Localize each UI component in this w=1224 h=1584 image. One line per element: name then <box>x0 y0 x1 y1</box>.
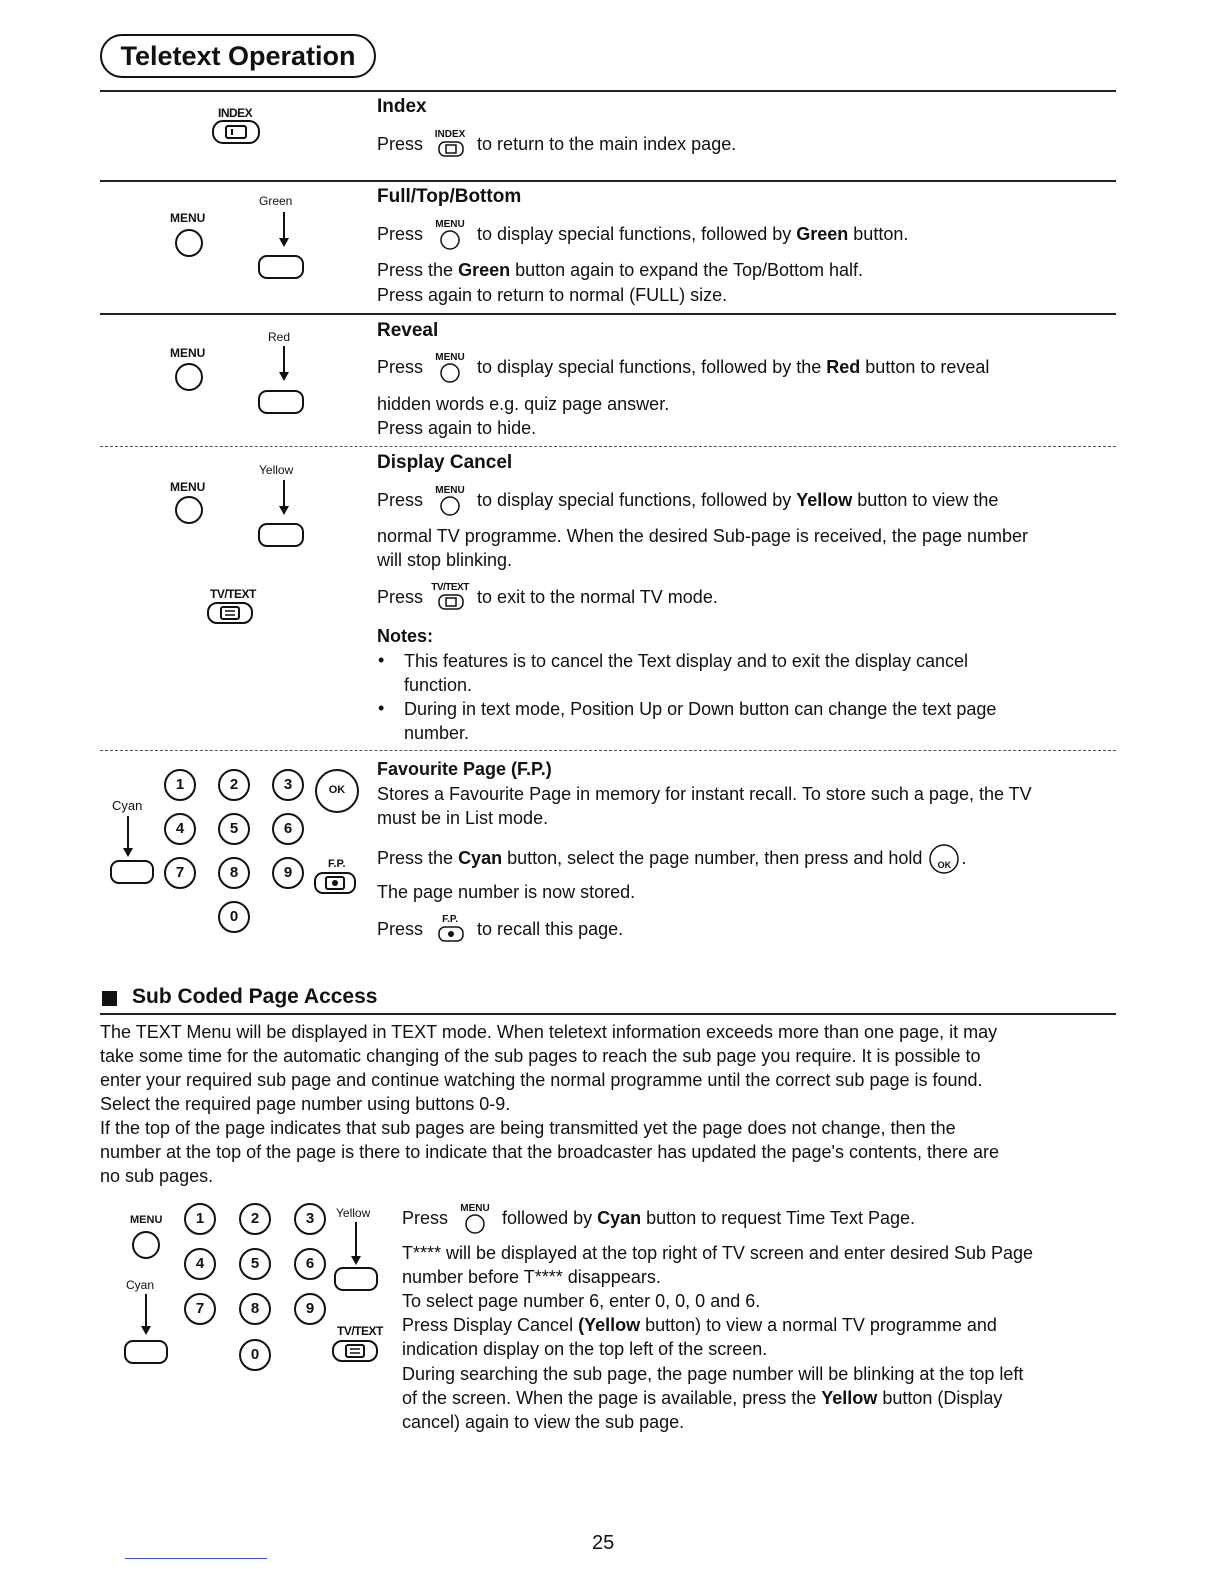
divider <box>100 180 1116 182</box>
menu-key-label: MENU <box>170 480 206 494</box>
menu-key-icon <box>174 495 204 530</box>
sub-para-1: The TEXT Menu will be displayed in TEXT mode. When teletext information exceeds more than one page, it may <box>100 1022 998 1042</box>
arrow-down-icon <box>348 1222 364 1271</box>
number-key-0: 0 <box>237 1337 273 1373</box>
sub-para-5: If the top of the page indicates that sub pages are being transmitted yet the page does not change, then the <box>100 1118 956 1138</box>
note1-b: function. <box>404 675 473 695</box>
index-heading: Index <box>377 96 427 117</box>
arrow-down-icon <box>276 212 292 253</box>
bullet-icon: • <box>378 698 385 718</box>
sub-line2: T**** will be displayed at the top right of TV screen and enter desired Sub Page <box>402 1243 1034 1263</box>
number-key-6: 6 <box>270 811 306 847</box>
reveal-heading: Reveal <box>377 320 439 341</box>
number-key-7: 7 <box>162 855 198 891</box>
cyan-key-label: Cyan <box>112 798 143 813</box>
yellow-button-icon <box>258 523 306 554</box>
bullet-icon: • <box>378 650 385 670</box>
fp-inline-key: F.P. <box>428 915 472 945</box>
divider <box>100 90 1116 92</box>
page-number: 25 <box>592 1532 615 1554</box>
number-key-1: 1 <box>162 767 198 803</box>
notes-heading: Notes: <box>377 626 434 646</box>
number-key-3: 3 <box>270 767 306 803</box>
divider <box>100 1013 1116 1015</box>
dc-line1: Press MENU to display special functions, followed by Yellow button to view the <box>377 486 998 516</box>
fp-line5: Press F.P. to recall this page. <box>377 915 623 945</box>
number-key-0: 0 <box>216 899 252 935</box>
sub-line8: of the screen. When the page is available, press the Yellow button (Display <box>402 1388 1003 1408</box>
tvtext-key-icon <box>332 1340 380 1369</box>
ftb-line3: Press again to return to normal (FULL) size. <box>377 285 728 305</box>
footer-rule <box>125 1558 267 1559</box>
ftb-line2: Press the Green button again to expand the Top/Bottom half. <box>377 260 864 280</box>
note1-a: This features is to cancel the Text display and to exit the display cancel <box>404 651 968 671</box>
sub-line4: To select page number 6, enter 0, 0, 0 and 6. <box>402 1291 761 1311</box>
sub-line6: indication display on the top left of the screen. <box>402 1339 768 1359</box>
number-key-5: 5 <box>216 811 252 847</box>
menu-key-icon <box>174 228 204 263</box>
index-key-icon <box>212 120 262 151</box>
fp-line4: The page number is now stored. <box>377 882 636 902</box>
note2-a: During in text mode, Position Up or Down button can change the text page <box>404 699 997 719</box>
number-key-9: 9 <box>270 855 306 891</box>
number-key-9: 9 <box>292 1291 328 1327</box>
number-key-2: 2 <box>237 1201 273 1237</box>
number-key-2: 2 <box>216 767 252 803</box>
dc-line3: will stop blinking. <box>377 550 513 570</box>
tvtext-inline-key: TV/TEXT <box>428 583 472 613</box>
fp-line3: Press the Cyan button, select the page number, then press and hold OK . <box>377 844 966 874</box>
divider <box>100 313 1116 315</box>
ftb-line1: Press MENU to display special functions, followed by Green button. <box>377 220 908 250</box>
index-inline-key: INDEX <box>428 130 472 160</box>
menu-key-icon <box>174 362 204 397</box>
fp-line2: must be in List mode. <box>377 808 549 828</box>
yellow-key-label: Yellow <box>336 1206 371 1220</box>
sub-para-4: Select the required page number using buttons 0-9. <box>100 1094 511 1114</box>
yellow-key-label: Yellow <box>259 463 294 477</box>
ok-inline-icon: OK <box>927 844 961 874</box>
sub-para-2: take some time for the automatic changing of the sub pages to reach the sub page you require. It is possible to <box>100 1046 981 1066</box>
menu-key-label: MENU <box>130 1214 163 1226</box>
fp-line1: Stores a Favourite Page in memory for instant recall. To store such a page, the TV <box>377 784 1032 804</box>
menu-key-label: MENU <box>170 211 206 225</box>
menu-key-label: MENU <box>170 346 206 360</box>
divider <box>100 750 1116 751</box>
sub-coded-heading: Sub Coded Page Access <box>132 985 378 1008</box>
cyan-key-label: Cyan <box>126 1278 155 1292</box>
page-title: Teletext Operation <box>100 34 376 78</box>
number-key-1: 1 <box>182 1201 218 1237</box>
dc-heading: Display Cancel <box>377 452 513 473</box>
arrow-down-icon <box>276 346 292 387</box>
arrow-down-icon <box>276 480 292 521</box>
number-key-8: 8 <box>216 855 252 891</box>
reveal-line1: Press MENU to display special functions, followed by the Red button to reveal <box>377 353 989 383</box>
menu-inline-key: MENU <box>453 1204 497 1234</box>
tvtext-key-icon <box>207 602 255 631</box>
note2-b: number. <box>404 723 470 743</box>
sub-line9: cancel) again to view the sub page. <box>402 1412 685 1432</box>
cyan-button-icon <box>124 1340 170 1371</box>
sub-para-7: no sub pages. <box>100 1166 214 1186</box>
menu-inline-key: MENU <box>428 486 472 516</box>
tvtext-key-label: TV/TEXT <box>210 587 256 601</box>
fp-key-icon <box>314 872 358 901</box>
sub-para-3: enter your required sub page and continue watching the normal programme until the correct sub page is found. <box>100 1070 983 1090</box>
red-key-label: Red <box>268 330 291 344</box>
number-key-8: 8 <box>237 1291 273 1327</box>
ftb-heading: Full/Top/Bottom <box>377 186 522 207</box>
divider <box>100 446 1116 447</box>
menu-key-icon <box>131 1230 161 1265</box>
dc-line4: Press TV/TEXT to exit to the normal TV mode. <box>377 583 718 613</box>
sub-para-6: number at the top of the page is there to indicate that the broadcaster has updated the page's contents, there are <box>100 1142 1000 1162</box>
tvtext-key-label: TV/TEXT <box>337 1324 383 1338</box>
arrow-down-icon <box>120 816 136 863</box>
menu-inline-key: MENU <box>428 220 472 250</box>
square-bullet-icon <box>102 991 118 1012</box>
number-key-4: 4 <box>182 1246 218 1282</box>
reveal-line3: Press again to hide. <box>377 418 537 438</box>
green-key-label: Green <box>259 194 293 208</box>
sub-line7: During searching the sub page, the page number will be blinking at the top left <box>402 1364 1024 1384</box>
index-line1: Press INDEX to return to the main index page. <box>377 130 736 160</box>
sub-line3: number before T**** disappears. <box>402 1267 661 1287</box>
menu-inline-key: MENU <box>428 353 472 383</box>
number-key-3: 3 <box>292 1201 328 1237</box>
fp-key-label: F.P. <box>328 858 346 870</box>
ok-key-label: OK <box>328 784 346 796</box>
reveal-line2: hidden words e.g. quiz page answer. <box>377 394 670 414</box>
index-key-label: INDEX <box>218 106 253 120</box>
number-key-4: 4 <box>162 811 198 847</box>
dc-line2: normal TV programme. When the desired Sub-page is received, the page number <box>377 526 1029 546</box>
number-key-5: 5 <box>237 1246 273 1282</box>
green-button-icon <box>258 255 306 286</box>
yellow-button-icon <box>334 1267 380 1298</box>
sub-line5: Press Display Cancel (Yellow button) to view a normal TV programme and <box>402 1315 997 1335</box>
red-button-icon <box>258 390 306 421</box>
fp-heading: Favourite Page (F.P.) <box>377 759 552 779</box>
cyan-button-icon <box>110 860 156 891</box>
number-key-7: 7 <box>182 1291 218 1327</box>
number-key-6: 6 <box>292 1246 328 1282</box>
arrow-down-icon <box>138 1294 154 1341</box>
sub-line1: Press MENU followed by Cyan button to request Time Text Page. <box>402 1204 915 1234</box>
